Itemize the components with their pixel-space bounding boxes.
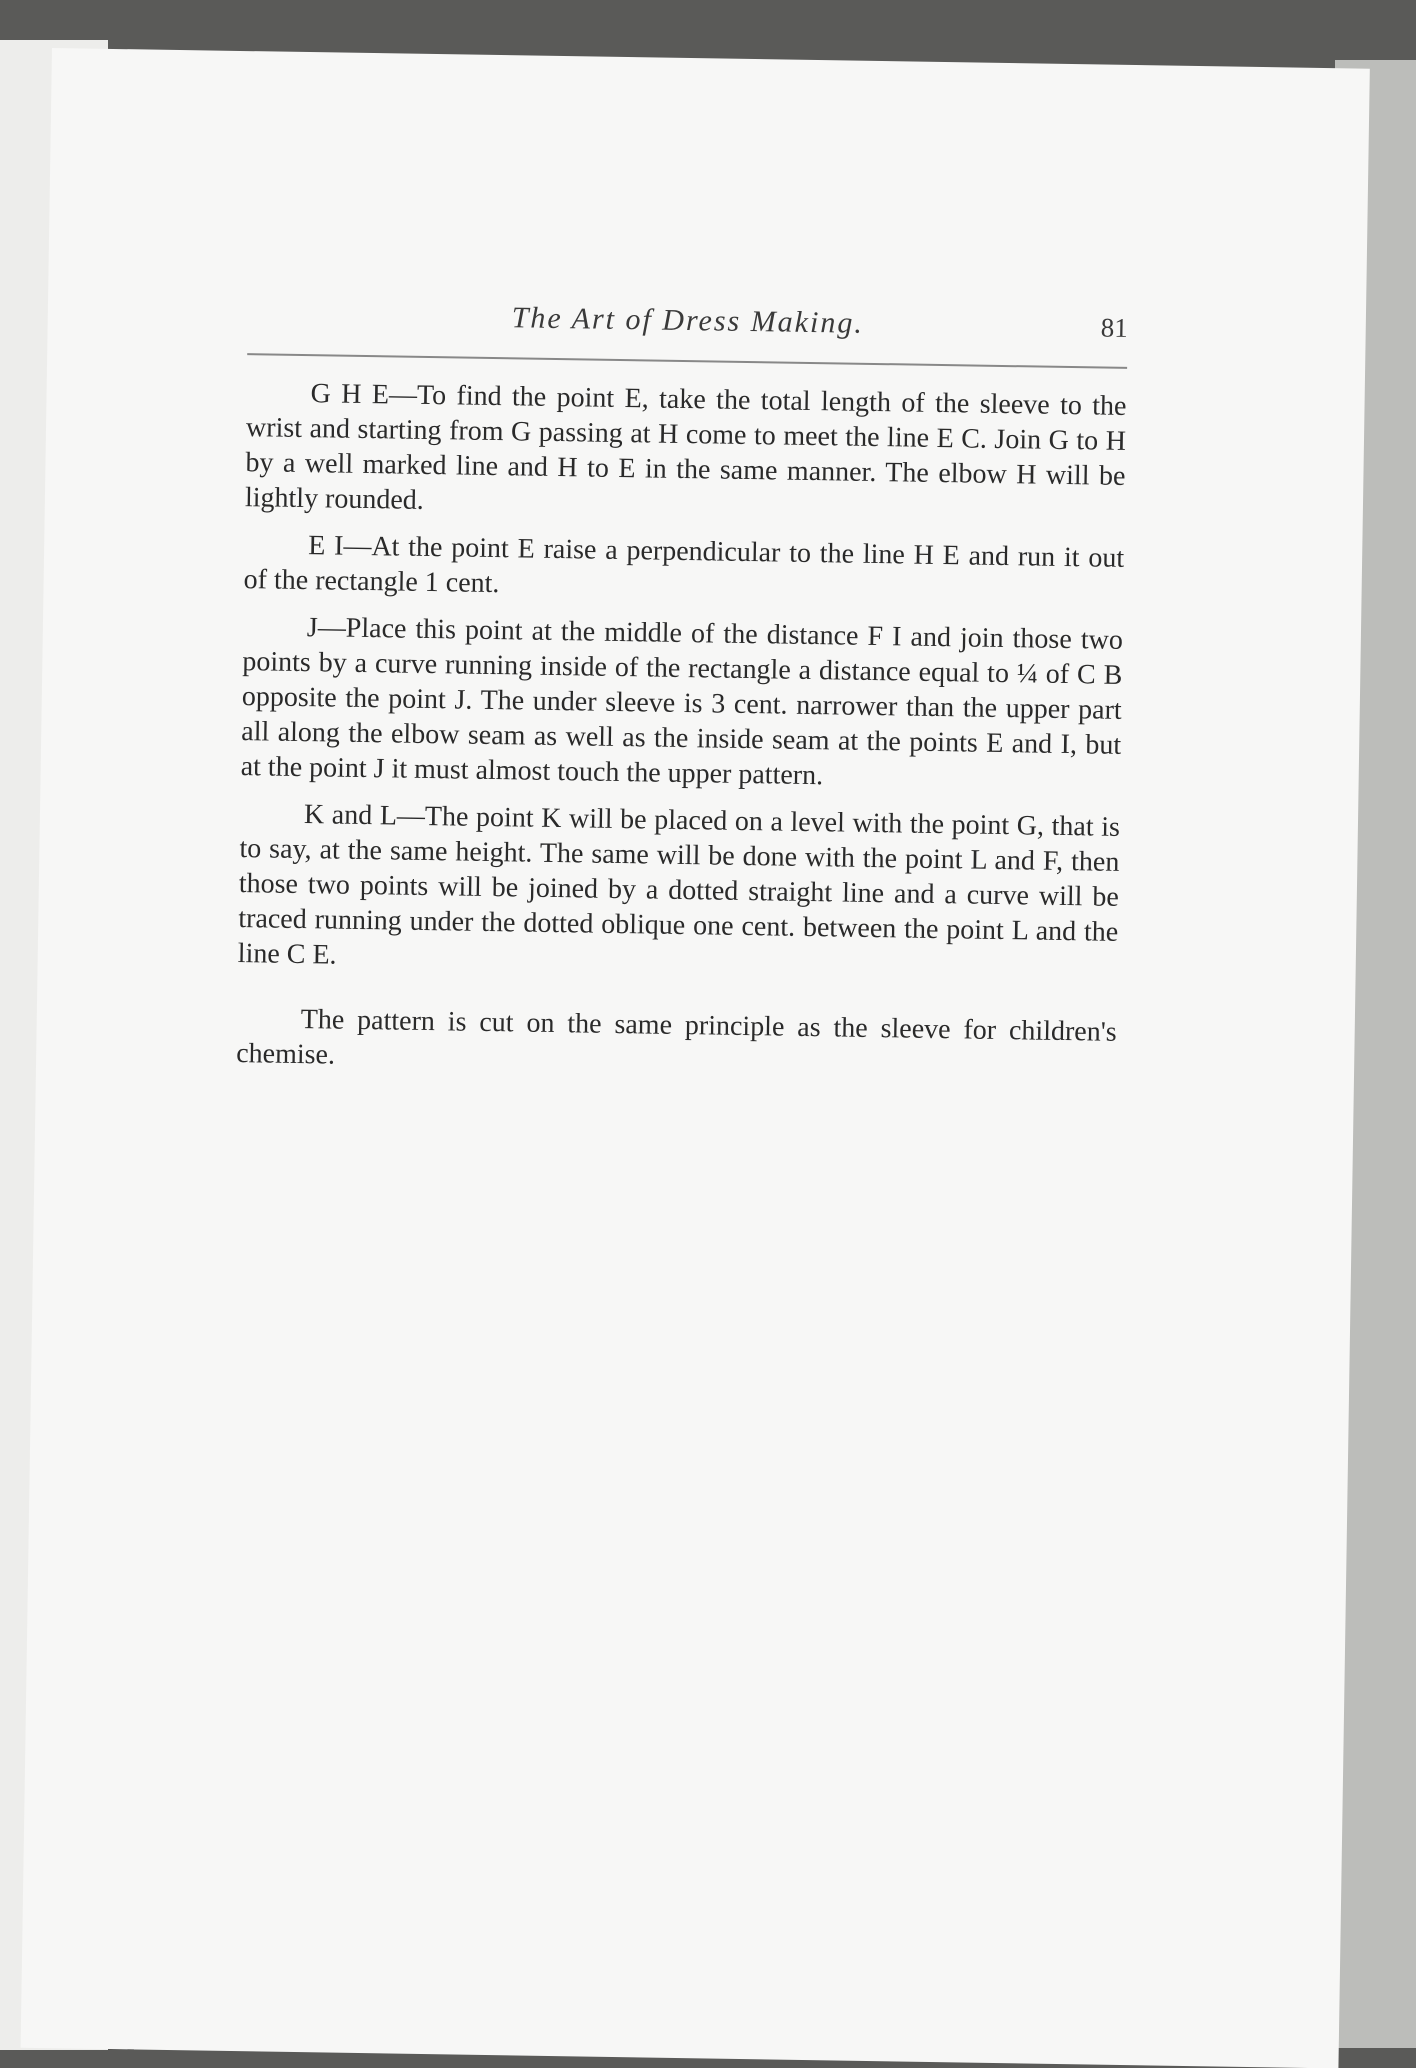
paragraph-ei: E I—At the point E raise a perpendicular to the line H E and run it out of the rectangle 1 cent. [243, 530, 1125, 600]
running-title: The Art of Dress Making. [511, 301, 865, 340]
paragraph-j: J—Place this point at the middle of the distance F I and join those two points by a curve running inside of the rectangle a distance equal to ¼ of C B opposite the point J. The under sleeve is 3 cent. narrower than the upper part all along the elbow seam as well as the inside seam at the points E and I, but at the point J it must almost touch the upper pattern. [240, 612, 1124, 792]
page-content [236, 297, 1128, 1097]
running-header [247, 297, 1128, 357]
paragraph-ghe: G H E—To find the point E, take the total length of the sleeve to the wrist and starting from G passing at H come to meet the line E C. Join G to H by a well marked line and H to E in the same manner. The elbow H will be lightly rounded. [244, 378, 1127, 516]
paragraph-k-and-l: K and L—The point K will be placed on a level with the point G, that is to say, at the same height. The same will be done with the point L and F, then those two points will be joined by a dotted straight line and a curve will be traced running under the dotted oblique one cent. between the point L and the line C E. [237, 799, 1121, 971]
page-number: 81 [1100, 312, 1128, 343]
header-rule [247, 353, 1127, 369]
book-page [21, 48, 1370, 2068]
paragraph-pattern: The pattern is cut on the same principle as the sleeve for children's chemise. [235, 1004, 1117, 1071]
